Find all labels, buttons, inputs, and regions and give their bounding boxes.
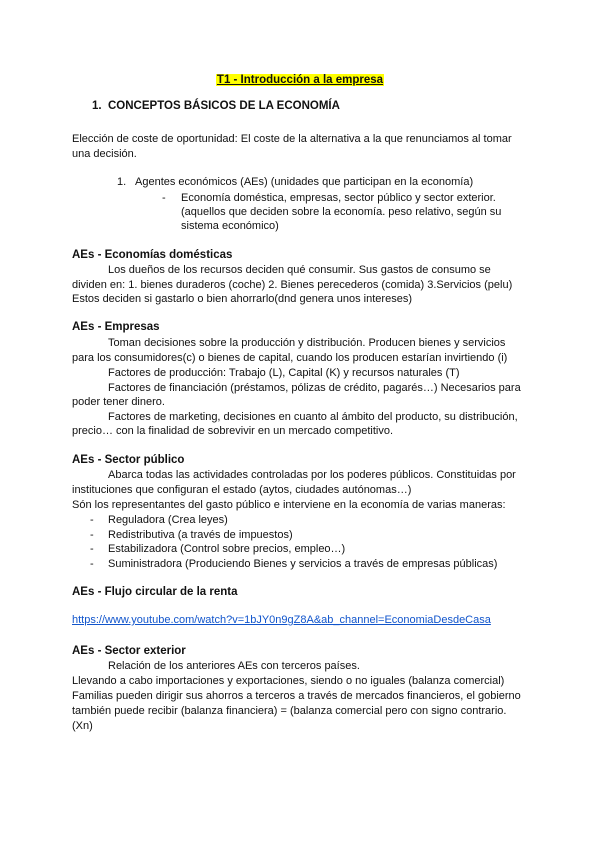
sub-item-line-2: (aquellos que deciden sobre la economía. peso relativo, según su [181, 206, 502, 218]
sub-item-dash: - [162, 192, 166, 204]
publico-line-1: Abarca todas las actividades controladas por los poderes públicos. Constituidas por [108, 469, 516, 481]
youtube-link[interactable]: https://www.youtube.com/watch?v=1bJY0n9gZ8A&ab_channel=EconomiaDesdeCasa [72, 614, 491, 626]
heading-exterior: AEs - Sector exterior [72, 645, 186, 657]
heading-empresas: AEs - Empresas [72, 321, 160, 333]
intro-line-2: una decisión. [72, 148, 137, 160]
title-wrap [0, 70, 600, 88]
publico-bullet-3: - Estabilizadora (Control sobre precios, empleo…) [90, 543, 346, 555]
publico-line-2: instituciones que configuran el estado (aytos, ciudades autónomas…) [72, 484, 412, 496]
publico-line-3: Són los representantes del gasto público e interviene en la economía de varias maneras: [72, 499, 506, 511]
heading-publico: AEs - Sector público [72, 454, 185, 466]
empresas-line-6: Factores de marketing, decisiones en cuanto al ámbito del producto, su distribución, [108, 411, 518, 423]
list-item-number: 1. [117, 176, 127, 188]
publico-bullet-2: - Redistributiva (a través de impuestos) [90, 529, 293, 541]
publico-bullet-1: - Reguladora (Crea leyes) [90, 514, 228, 526]
heading-flujo: AEs - Flujo circular de la renta [72, 586, 238, 598]
list-item-text: Agentes económicos (AEs) (unidades que participan en la economía) [135, 176, 474, 188]
exterior-line-4: también puede recibir (balanza financiera) = (balanza comercial pero con signo contrario. [72, 705, 507, 717]
section-title: CONCEPTOS BÁSICOS DE LA ECONOMÍA [108, 100, 340, 112]
exterior-line-5: (Xn) [72, 720, 93, 732]
empresas-line-1: Toman decisiones sobre la producción y distribución. Producen bienes y servicios [108, 337, 506, 349]
empresas-line-2: para los consumidores(c) o bienes de capital, cuando los producen estarían invirtiendo (i) [72, 352, 508, 364]
empresas-line-4: Factores de financiación (préstamos, pólizas de crédito, pagarés…) Necesarios para [108, 382, 521, 394]
section-number: 1. [92, 100, 102, 112]
sub-item-line-3: sistema económico) [181, 220, 279, 232]
intro-line-1: Elección de coste de oportunidad: El coste de la alternativa a la que renunciamos al tomar [72, 133, 512, 145]
heading-domesticas: AEs - Economías domésticas [72, 249, 233, 261]
section-heading [92, 100, 340, 112]
empresas-line-7: precio… con la finalidad de sobrevivir en un mercado competitivo. [72, 425, 393, 437]
exterior-line-3: Familias pueden dirigir sus ahorros a terceros a través de mercados financieros, el gobierno [72, 690, 521, 702]
domesticas-line-2: dividen en: 1. bienes duraderos (coche) 2. Bienes perecederos (comida) 3.Servicios (pelu) [72, 279, 513, 291]
document-title: T1 - Introducción a la empresa [216, 74, 384, 86]
exterior-line-2: Llevando a cabo importaciones y exportaciones, siendo o no iguales (balanza comercial) [72, 675, 505, 687]
empresas-line-5: poder tener dinero. [72, 396, 165, 408]
publico-bullet-4: - Suministradora (Produciendo Bienes y servicios a través de empresas públicas) [90, 558, 498, 570]
domesticas-line-3: Estos deciden si gastarlo o bien ahorrarlo(dnd genera unos intereses) [72, 293, 412, 305]
domesticas-line-1: Los dueños de los recursos deciden qué consumir. Sus gastos de consumo se [108, 264, 491, 276]
exterior-line-1: Relación de los anteriores AEs con terceros países. [108, 660, 360, 672]
empresas-line-3: Factores de producción: Trabajo (L), Capital (K) y recursos naturales (T) [108, 367, 460, 379]
sub-item-line-1: Economía doméstica, empresas, sector público y sector exterior. [181, 192, 496, 204]
